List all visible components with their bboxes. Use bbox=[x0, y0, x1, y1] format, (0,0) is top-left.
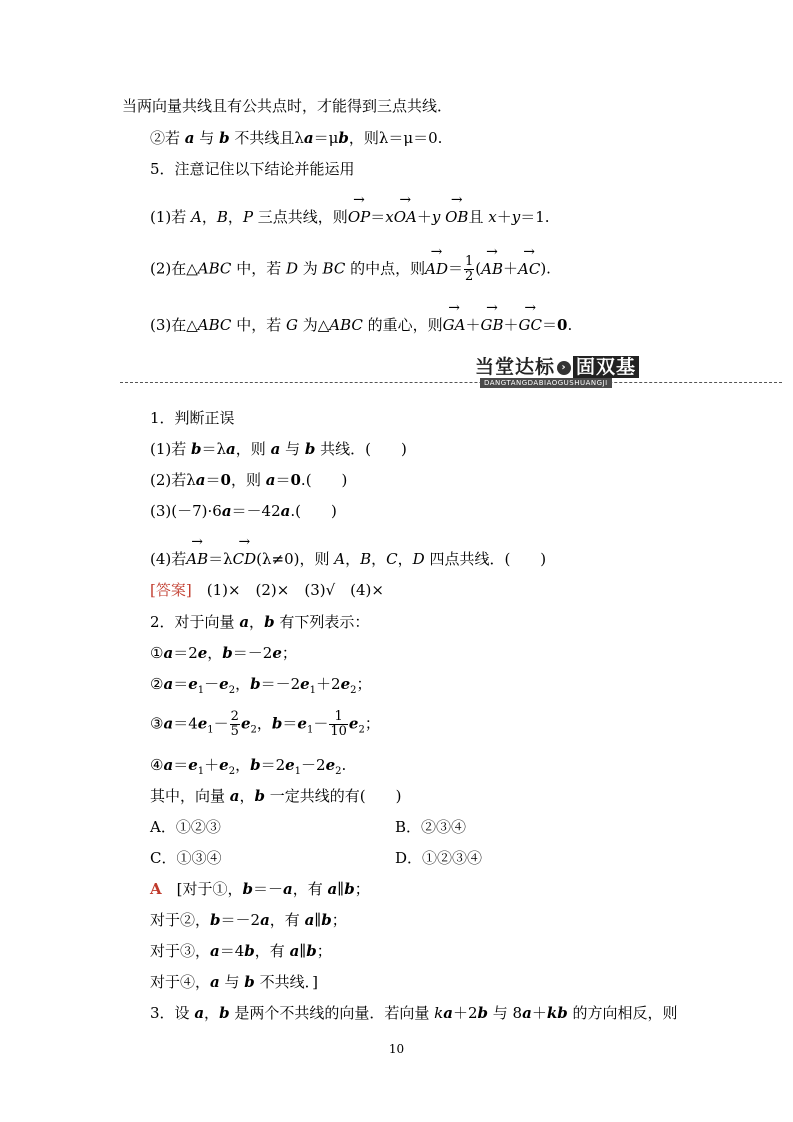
option-c: C．①③④ bbox=[150, 849, 222, 867]
question-title: 2．对于向量 a，b 有下列表示： bbox=[150, 613, 370, 631]
question-item: (3)(－7)·6a＝－42a.( ) bbox=[150, 502, 337, 520]
vector-AD: → AD bbox=[425, 259, 448, 279]
solution-line: A [对于①，b＝－a，有 a∥b； bbox=[150, 880, 370, 898]
section-banner bbox=[120, 352, 782, 392]
vector-OP: → OP bbox=[348, 207, 370, 227]
chevron-right-icon: › bbox=[557, 361, 571, 375]
question-prompt: 其中，向量 a，b 一定共线的有( ) bbox=[150, 787, 402, 805]
vector-GB: → GB bbox=[481, 315, 504, 335]
question-item: (2)若λa＝0，则 a＝0.( ) bbox=[150, 471, 348, 489]
option-d: D．①②③④ bbox=[395, 849, 483, 867]
answer-label: [答案] bbox=[150, 581, 192, 599]
answer-line: [答案] (1)× (2)× (3)√ (4)× bbox=[150, 581, 384, 599]
vector-OA: → OA bbox=[394, 207, 417, 227]
fraction-two-fifths: $\frac{2}{5}$ bbox=[230, 709, 239, 739]
vector-AB: → AB bbox=[186, 549, 208, 569]
banner-title: 当堂达标 › 固双基 bbox=[475, 352, 639, 379]
condition-item: $③a=4e_1-$ $\frac{2}{5}$ $e_2$，$b=e_1-$ $\frac{1}{10}$ $e_2$； bbox=[150, 709, 380, 739]
condition-item: $②a=e_1-e_2$，$b=-2e_1+2e_2$； bbox=[150, 675, 372, 696]
fraction-half: $\frac{1}{2}$ bbox=[464, 254, 474, 284]
vector-CD: → CD bbox=[233, 549, 257, 569]
vector-OB: → OB bbox=[445, 207, 468, 227]
text-line: ②若 a 与 b 不共线且λa＝μb，则λ＝μ＝0. bbox=[150, 129, 443, 147]
solution-answer: A bbox=[150, 880, 162, 898]
question-title: 3．设 a，b 是两个不共线的向量．若向量 ka＋2b 与 8a＋kb 的方向相反，则 bbox=[150, 1004, 678, 1022]
solution-line: 对于②，b＝－2a，有 a∥b； bbox=[150, 911, 347, 929]
question-title: 1．判断正误 bbox=[150, 409, 235, 427]
page-number: 10 bbox=[388, 1042, 405, 1056]
text-line: (3)在△ABC 中，若 G 为△ABC 的重心，则→ GA＋→ GB＋→ GC＝0. bbox=[150, 315, 572, 335]
text-line: 当两向量共线且有公共点时，才能得到三点共线． bbox=[122, 97, 453, 115]
question-item: (4)若→ AB＝λ→ CD(λ≠0)，则 A，B，C，D 四点共线．( ) bbox=[150, 549, 546, 569]
question-item: (1)若 b＝λa，则 a 与 b 共线．( ) bbox=[150, 440, 407, 458]
option-b: B．②③④ bbox=[395, 818, 467, 836]
vector-GC: → GC bbox=[519, 315, 542, 335]
solution-line: 对于③，a＝4b，有 a∥b； bbox=[150, 942, 332, 960]
banner-subtitle: DANGTANGDABIAOGUSHUANGJI bbox=[480, 378, 612, 388]
condition-item: ①a＝2e，b＝－2e； bbox=[150, 644, 297, 662]
text-line: (2)在△ABC 中，若 D 为 BC 的中点，则→ AD＝ $\frac{1}{2}$ (→ AB＋→ AC). bbox=[150, 255, 551, 284]
dashed-divider bbox=[120, 382, 782, 383]
solution-line: 对于④，a 与 b 不共线．] bbox=[150, 973, 318, 991]
vector-GA: → GA bbox=[443, 315, 466, 335]
condition-item: $④a=e_1+e_2$，$b=2e_1-2e_2$. bbox=[150, 756, 347, 777]
text-line: (1)若 A，B，P 三点共线，则→ OP＝x→ OA＋y → OB且 x＋y＝1. bbox=[150, 207, 550, 227]
vector-AB: → AB bbox=[481, 259, 503, 279]
fraction-one-tenth: $\frac{1}{10}$ bbox=[330, 709, 347, 739]
option-a: A．①②③ bbox=[150, 818, 221, 836]
text-line: 5．注意记住以下结论并能运用 bbox=[150, 160, 355, 178]
vector-AC: → AC bbox=[518, 259, 540, 279]
